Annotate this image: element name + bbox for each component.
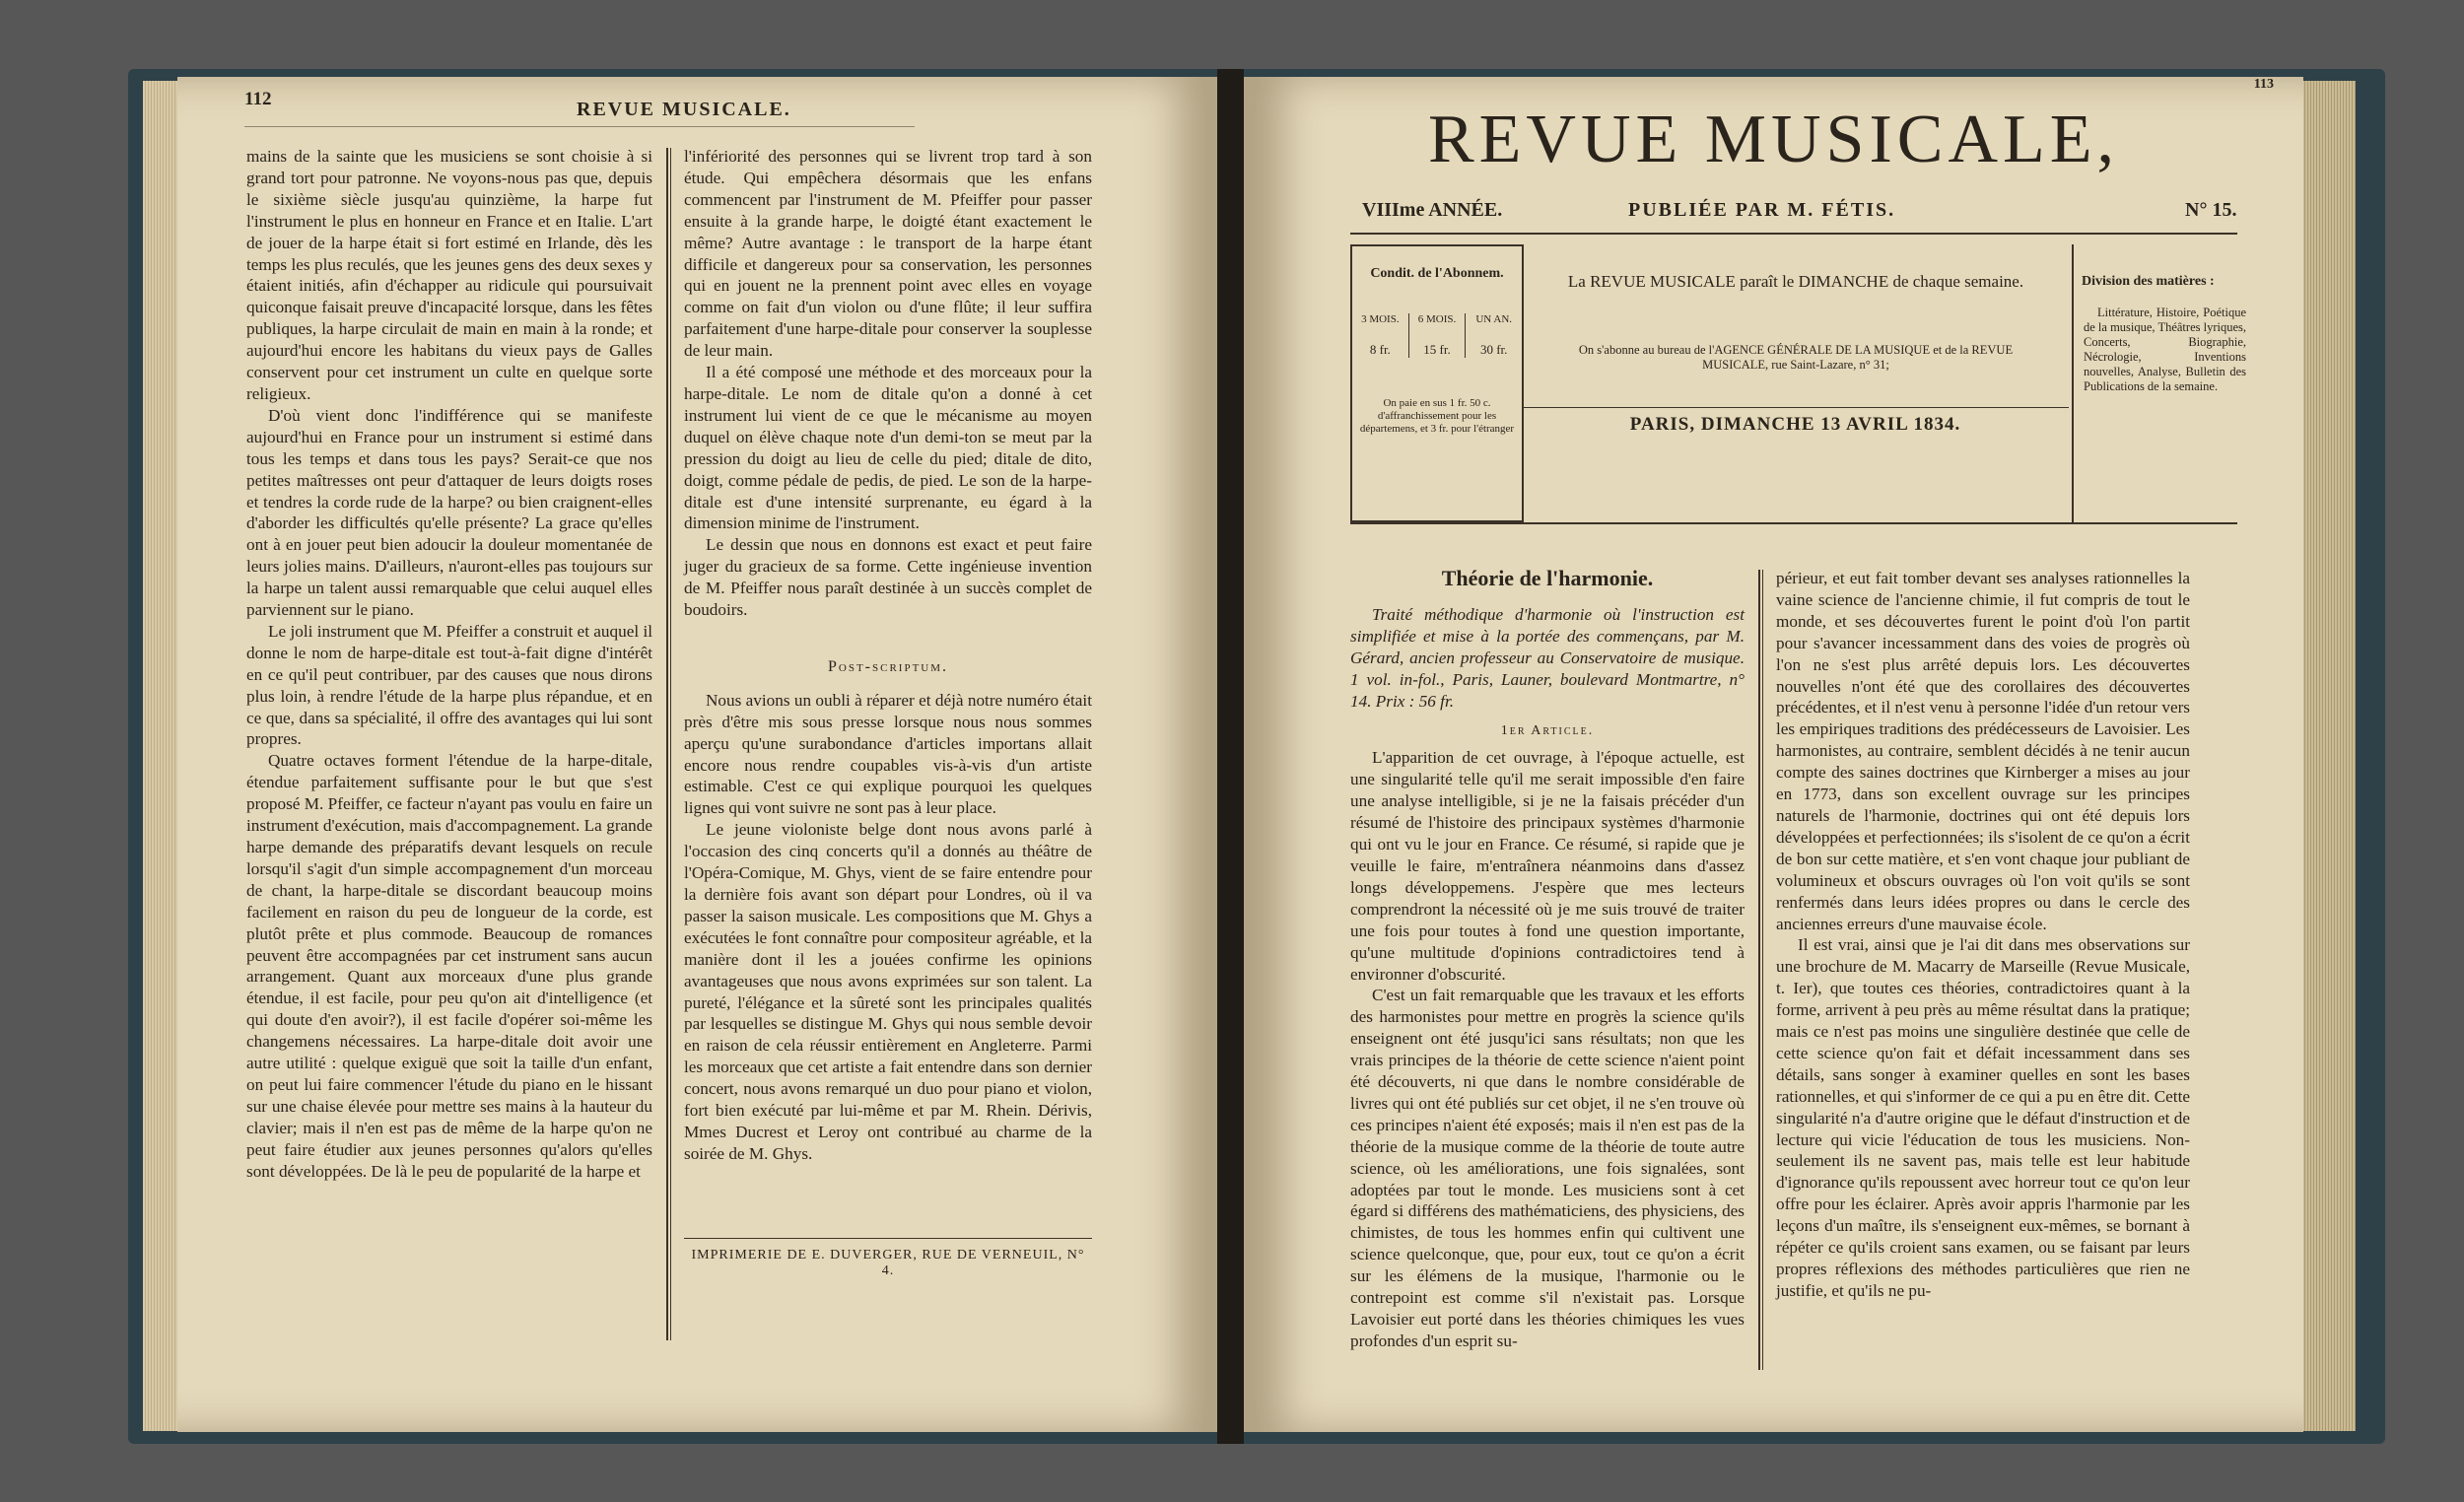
subscription-box	[1350, 244, 1524, 522]
running-head: REVUE MUSICALE.	[577, 99, 791, 120]
price-cell: UN AN. 30 fr.	[1475, 313, 1513, 357]
dateline-rule	[1522, 407, 2069, 408]
book-gutter	[1217, 69, 1244, 1444]
header-rule	[244, 126, 915, 127]
article-title: Théorie de l'harmonie.	[1441, 566, 1654, 590]
paragraph: Le jeune violoniste belge dont nous avons parlé à l'occasion des cinq concerts qu'il a donnés au théâtre de l'Opéra-Comique, M. Ghys, vient de se faire entendre pour la dernière fois avant son départ pour Londres, où il va passer la saison musicale. Les compositions que M. Ghys a exécutées le font connaître pour compositeur agréable, et la manière dont il les a jouées confirme les opinions avantageuses que nous avons exprimées sur son talent. La pureté, l'élégance et la sûreté sont les principales qualités par lesquelles se distingue M. Ghys qui nous semble devoir en raison de cela réussir entièrement en Angleterre. Parmi les morceaux que cet artiste a fait entendre dans son dernier concert, nous avons remarqué un duo pour piano et violon, fort bien exécuté par lui-même et par M. Rhein. Dérivis, Mmes Ducrest et Leroy ont contribué au charme de la soirée de M. Ghys.	[684, 820, 1092, 1163]
column-rule	[1762, 570, 1763, 1370]
paragraph: l'infériorité des personnes qui se livrent trop tard à son étude. Qui empêchera désormais que les enfans commencent par l'instrument de M. Pfeiffer pour passer ensuite à la grande harpe, le doigté étant exactement le même? Autre avantage : le transport de la harpe étant difficile et dangereux pour sa conservation, les personnes qui en jouent ne la prennent point avec elles en voyage comme on fait d'un violon ou d'une flûte; il leur suffira parfaitement d'une harpe-ditale pour conserver la souplesse de leur main.	[684, 147, 1092, 361]
paragraph: Le joli instrument que M. Pfeiffer a construit et auquel il donne le nom de harpe-ditale est tout-à-fait digne d'intérêt en ce qu'il peut contribuer, par des causes que nous dirons plus loin, à rendre l'étude de la harpe plus répandue, et en ce que, dans sa spécialité, il offre des avantages qui lui sont propres.	[246, 621, 652, 749]
paragraph: mains de la sainte que les musiciens se sont choisie à si grand tort pour patronne. Ne voyons-nous pas que, depuis le sixième siècle jusqu'au quinzième, la harpe fut l'instrument le plus en honneur en France et en Italie. L'art de jouer de la harpe était si fort estimé en Irlande, dès les temps les plus reculés, que les jeunes gens des deux sexes y étaient initiés, afin d'échapper au ridicule qui poursuivait quiconque faisait preuve d'incapacité lorsque, dans les fêtes publiques, la harpe circulait de main en main à la ronde; et aujourd'hui encore les habitans du vieux pays de Galles conservent pour cet instrument un culte en quelque sorte religieux.	[246, 147, 652, 403]
page-edges-right	[2296, 81, 2356, 1431]
paragraph: L'apparition de cet ouvrage, à l'époque actuelle, est une singularité telle qu'il me serait impossible d'en faire une analyse intelligible, si je ne la faisais précéder d'un résumé de l'histoire des principaux systèmes d'harmonie qui ont vu le jour en France. Ce résumé, si rapide que je veuille le faire, m'entraînera néanmoins dans d'assez longs développemens. J'espère que mes lecteurs comprendront la nécessité où je me suis trouvé de traiter une fois pour toutes à fond une question importante, qu'une multitude d'opinions contradictoires tend à environner d'obscurité.	[1350, 748, 1745, 984]
masthead: REVUE MUSICALE,	[1427, 102, 2120, 177]
paragraph: Il a été composé une méthode et des morceaux pour la harpe-ditale. Le nom de ditale qu'on a donné à cet instrument lui vient de ce que le mécanisme au moyen duquel on élève chaque note d'un demi-ton se meut par la pression du doigt au lieu de celle du pied; ditale de dito, doigt, comme pédale de pedis, de pied. Le son de la harpe-ditale est d'une intensité surprenante, eu égard à la dimension minime de l'instrument.	[684, 363, 1092, 533]
left-column-2	[684, 146, 1092, 1165]
price-cell: 6 MOIS. 15 fr.	[1409, 313, 1467, 358]
header-rule-bottom	[1350, 522, 2237, 524]
division-text: Littérature, Histoire, Poétique de la musique, Théâtres lyriques, Concerts, Biographie, Nécrologie, Inventions nouvelles, Analyse, Bulletin des Publications de la semaine.	[2084, 306, 2247, 393]
price-table	[1352, 313, 1522, 358]
right-column-2	[1776, 568, 2190, 1302]
book-reference: Traité méthodique d'harmonie où l'instruction est simplifiée et mise à la portée des commençans, par M. Gérard, ancien professeur au Conservatoire de musique. 1 vol. in-fol., Paris, Launer, boulevard Montmartre, n° 14. Prix : 56 fr.	[1350, 605, 1745, 711]
paragraph: Le dessin que nous en donnons est exact et peut faire juger du gracieux de sa forme. Cette ingénieuse invention de M. Pfeiffer nous paraît destinée à un succès complet de boudoirs.	[684, 535, 1092, 620]
box-rule	[2072, 244, 2074, 522]
issue-number: N° 15.	[2185, 199, 2237, 221]
left-column-1	[246, 146, 652, 1183]
imprint-rule	[684, 1238, 1092, 1239]
column-rule	[666, 148, 668, 1340]
division-title: Division des matières :	[2082, 274, 2215, 289]
page-edges-left	[143, 81, 182, 1431]
paragraph: Il est vrai, ainsi que je l'ai dit dans mes observations sur une brochure de M. Macarry de Marseille (Revue Musicale, t. Ier), que toutes ces théories, contradictoires quant à la forme, arrivent à peu près au même résultat dans la pratique; mais ce n'est pas moins une singulière destinée que celle de cette science qu'on fait et défait incessamment dans ses détails, sans songer à examiner quelles en sont les bases rationnelles, et qui s'informer de ce qui a pu en être dit. Cette singularité n'a d'autre origine que le défaut d'instruction et de lecture qui vicie l'éducation de tous les musiciens. Non-seulement ils ne savent pas, mais telle est leur habitude d'ignorance qu'ils repoussent avec horreur tout ce qu'on leur offre pour les éclairer. Après avoir appris l'harmonie par les leçons d'un maître, ils s'enseignent eux-mêmes, se bornant à répéter ce qu'ils croient sans examen, ou se faisant par leurs propres réflexions des méthodes particulières que rien ne justifie, et qu'ils ne pu-	[1776, 935, 2190, 1300]
volume-year: VIIIme ANNÉE.	[1362, 199, 1503, 221]
paragraph: Quatre octaves forment l'étendue de la harpe-ditale, étendue parfaitement suffisante pour le but que s'est proposé M. Pfeiffer, ce facteur n'ayant pas voulu en faire un instrument d'exécution, mais d'accompagnement. La grande harpe demande des préparatifs devant lesquels on recule lorsqu'il s'agit d'un simple accompagnement d'un morceau de chant, la harpe-ditale se discordant beaucoup moins facilement en raison du peu de longueur de la corde, est plutôt prête et plus commode. Beaucoup de romances peuvent être accompagnées par cet instrument sans aucun arrangement. Quant aux morceaux d'une plus grande étendue, il est facile, pour peu qu'on ait d'intelligence (et qui doute d'en avoir?), il est facile d'opérer soi-même les changemens nécessaires. La harpe-ditale doit avoir une autre utilité : quelque exiguë que soit la taille d'un enfant, on peut lui faire commencer l'étude du piano en le hissant sur une chaise élevée pour mettre ses mains à la hauteur du clavier; mais il n'en est pas de même de la harpe qu'on ne peut faire étudier aux jeunes personnes qu'alors qu'elles sont développées. De là le peu de popularité de la harpe et	[246, 751, 652, 1181]
paragraph: Nous avions un oubli à réparer et déjà notre numéro était près d'être mis sous presse lorsque nous nous sommes aperçu qu'une surabondance d'articles importans allait encore nous rendre coupables vis-à-vis d'un artiste estimable. C'est ce qui explique pourquoi les quelques lignes qui vont suivre ne sont pas à leur place.	[684, 690, 1092, 818]
column-rule	[1758, 570, 1760, 1370]
imprint: IMPRIMERIE DE E. DUVERGER, RUE DE VERNEUIL, N° 4.	[691, 1248, 1085, 1278]
paragraph: D'où vient donc l'indifférence qui se manifeste aujourd'hui en France pour un instrument si estimé dans tous les temps et dans tous les pays? Serait-ce que nos petites maîtresses ont peur d'attaquer de leurs doigts roses et tendres la corde rude de la harpe? ou bien craignent-elles d'aborder les difficultés qu'elle présente? La grace qu'elles ont à en jouer peut bien adoucir la douleur momentanée de leurs jolies mains. D'ailleurs, n'auront-elles pas toujours sur la harpe un talent aussi remarquable que celui auquel elles parviennent sur le piano.	[246, 405, 652, 620]
page-number: 113	[2253, 77, 2274, 92]
page-number: 112	[244, 89, 272, 109]
postage-note: On paie en sus 1 fr. 50 c. d'affranchissement pour les départemens, et 3 fr. pour l'étranger	[1359, 397, 1515, 435]
right-page	[1244, 77, 2303, 1432]
postscript-title: Post-scriptum.	[827, 657, 949, 675]
article-label: 1er Article.	[1500, 722, 1595, 738]
price-cell: 3 MOIS. 8 fr.	[1352, 313, 1409, 358]
weekly-notice: La REVUE MUSICALE paraît le DIMANCHE de chaque semaine.	[1567, 272, 2024, 291]
publisher-line: PUBLIÉE PAR M. FÉTIS.	[1628, 199, 1896, 221]
right-column-1	[1350, 604, 1745, 1352]
column-rule	[670, 148, 671, 1340]
header-rule	[1350, 233, 2237, 235]
left-page	[177, 77, 1217, 1432]
paragraph: périeur, et eut fait tomber devant ses analyses rationnelles la vaine science de l'ancienne chimie, il fut compris de tout le monde, et ses découvertes furent le point d'où l'on partit pour s'avancer incessamment dans des voies de progrès où l'on ne s'est plus arrêté depuis lors. Les découvertes nouvelles n'ont été que des corollaires des découvertes précédentes, et il n'est venu à personne l'idée d'un retour vers les empiriques traditions des prédécesseurs de Lavoisier. Les harmonistes, au contraire, semblent décidés à ne tenir aucun compte des saines doctrines que Kirnberger a mises au jour en 1773, dans son excellent ouvrage sur les principes naturels de l'harmonie, doctrines qui ont été depuis lors développées et perfectionnées; ils s'isolent de ce qu'on a écrit de bon sur cette matière, et s'en vont chaque jour publiant de volumineux et obscurs ouvrages où l'on voit qu'ils se sont renfermés dans leurs idées propres ou dans le cercle des anciennes erreurs d'une mauvaise école.	[1776, 569, 2190, 933]
dateline: PARIS, DIMANCHE 13 AVRIL 1834.	[1629, 414, 1961, 435]
conditions-title: Condit. de l'Abonnem.	[1370, 266, 1504, 281]
paragraph: C'est un fait remarquable que les travaux et les efforts des harmonistes pour mettre en progrès la science qu'ils enseignent ont été jusqu'ici sans résultats; non que les vrais principes de la théorie de cette science n'aient point été découverts, ni que dans le nombre considérable de livres qui ont été publiés sur cet objet, il ne s'en trouve où ces principes n'aient été exposés; mais il n'en est pas de la théorie de la musique comme de la théorie de toute autre science, où les améliorations, une fois signalées, sont adoptées par tout le monde. Les musiciens sont à cet égard si différens des mathématiciens, des physiciens, des chimistes, de tous les hommes enfin qui cultivent une science quelconque, que, pour eux, tout ce qu'on a écrit sur les élémens de la musique, l'harmonie ou le contrepoint est comme s'il n'existait pas. Lorsque Lavoisier eut porté dans les théories chimiques les vues profondes d'un esprit su-	[1350, 986, 1745, 1350]
subscribe-note: On s'abonne au bureau de l'AGENCE GÉNÉRALE DE LA MUSIQUE et de la REVUE MUSICALE, rue Saint-Lazare, n° 31;	[1578, 343, 2014, 372]
